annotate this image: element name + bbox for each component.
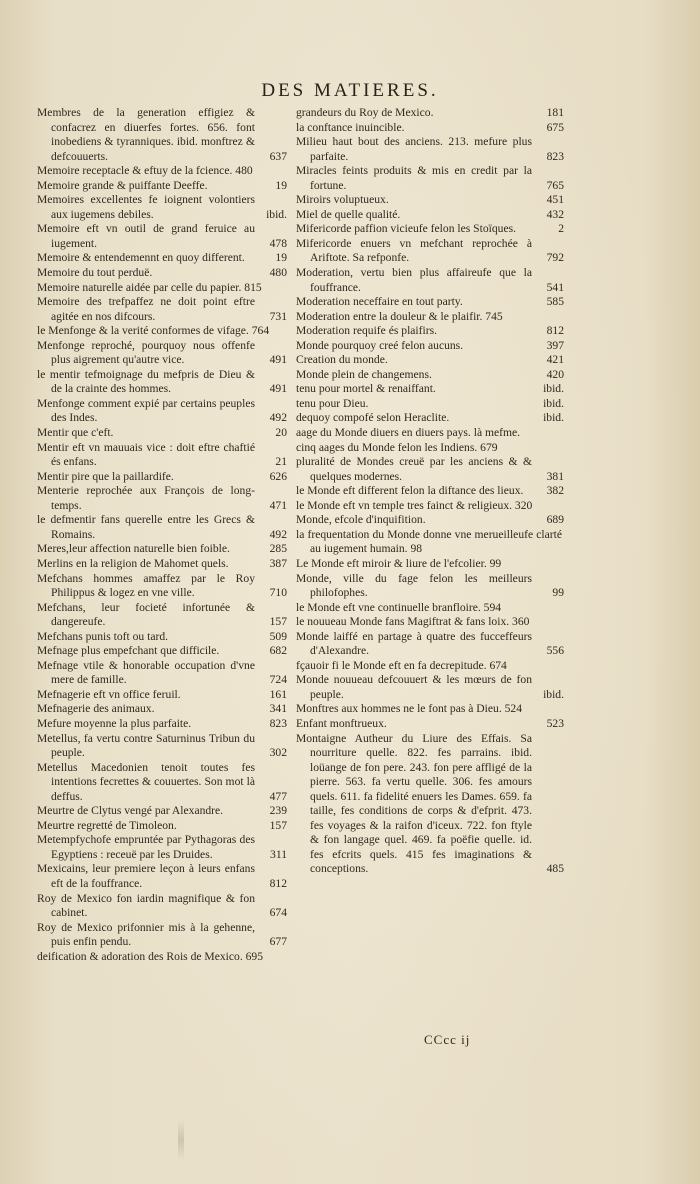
index-entry-text: le Monde eft different felon la diftance des lieux. xyxy=(296,484,524,498)
index-entry xyxy=(37,630,287,645)
index-entry-page: 585 xyxy=(546,295,564,309)
index-entry xyxy=(296,208,564,223)
index-entry xyxy=(37,819,287,834)
index-entry-text: le nouueau Monde fans Magiftrat & fans loix. 360 xyxy=(296,615,530,629)
index-entry xyxy=(296,339,564,354)
index-entry xyxy=(296,499,564,514)
index-entry xyxy=(296,717,564,732)
index-entry xyxy=(296,513,564,528)
index-entry-text: Monftres aux hommes ne le font pas à Dieu. 524 xyxy=(296,702,523,716)
index-entry-page: 181 xyxy=(546,106,564,119)
index-entry-page: 99 xyxy=(552,586,564,600)
index-entry-text: Mifericorde enuers vn mefchant reprochée à Ariftote. Sa refponfe. xyxy=(296,236,532,265)
index-entry-page: 675 xyxy=(546,120,564,134)
index-entry-text: Memoire naturelle aidée par celle du papier. 815 xyxy=(37,280,262,294)
index-entry xyxy=(37,164,287,179)
index-entry-text: pluralité de Mondes creuë par les anciens & & quelques modernes. xyxy=(296,455,532,483)
index-entry xyxy=(37,251,287,266)
index-entry-text: Memoire eft vn outil de grand feruice au iugement. xyxy=(37,222,255,250)
index-entry-text: Creation du monde. xyxy=(296,353,388,367)
index-entry-text: Meurtre de Clytus vengé par Alexandre. xyxy=(37,804,224,818)
index-entry xyxy=(296,353,564,368)
index-entry-text: Menfonge reproché, pourquoy nous offenfe plus aigrement qu'autre vice. xyxy=(37,338,255,367)
index-entry xyxy=(37,542,287,557)
index-entry-text: la conftance inuincible. xyxy=(296,120,405,134)
index-entry-page: 21 xyxy=(275,455,287,469)
index-entry-text: Mefnage plus empefchant que difficile. xyxy=(37,644,220,658)
index-entry-text: Mexicains, leur premiere leçon à leurs enfans eft de la fouffrance. xyxy=(37,862,255,890)
index-entry-page: ibid. xyxy=(543,396,564,410)
index-entry-page: 341 xyxy=(269,702,287,716)
index-entry-page: 556 xyxy=(546,644,564,658)
page-header: DES MATIERES. xyxy=(261,80,439,101)
index-entry-page: ibid. xyxy=(543,411,564,425)
index-entry xyxy=(37,921,287,950)
index-entry xyxy=(296,557,564,572)
index-entry-page: 382 xyxy=(546,484,564,498)
index-entry-text: Memoire du tout perduë. xyxy=(37,266,153,280)
index-entry-page: 674 xyxy=(269,906,287,920)
index-entry xyxy=(37,426,287,441)
index-entry xyxy=(296,411,564,426)
index-entry-page: 792 xyxy=(546,251,564,265)
index-entry xyxy=(37,892,287,921)
index-entry-text: fçauoir fi le Monde eft en fa decrepitude. 674 xyxy=(296,658,507,672)
index-entry xyxy=(296,121,564,136)
index-entry xyxy=(37,106,287,164)
index-entry xyxy=(296,324,564,339)
index-entry-page: 387 xyxy=(269,556,287,570)
index-entry-page: 285 xyxy=(269,542,287,556)
index-entry xyxy=(37,572,287,601)
index-entry-text: Monde plein de changemens. xyxy=(296,367,432,381)
index-entry-page: 765 xyxy=(546,178,564,192)
index-entry xyxy=(37,761,287,805)
index-column-left xyxy=(37,106,287,964)
index-entry-text: Moderation requife és plaifirs. xyxy=(296,324,438,338)
index-entry-text: Monde, efcole d'inquifition. xyxy=(296,513,426,527)
index-entry-page: 626 xyxy=(269,469,287,483)
index-entry xyxy=(296,659,564,674)
index-entry-page: 381 xyxy=(546,469,564,483)
index-entry-page: 420 xyxy=(546,367,564,381)
index-entry-page: 311 xyxy=(270,847,287,861)
index-entry-text: cinq aages du Monde felon les Indiens. 679 xyxy=(296,440,498,454)
index-entry xyxy=(296,484,564,499)
index-entry-text: Mefchans, leur focieté infortunée & dangereufe. xyxy=(37,600,255,629)
index-entry xyxy=(296,310,564,325)
index-entry-page: 432 xyxy=(546,207,564,221)
index-entry-text: Miracles feints produits & mis en credit par la fortune. xyxy=(296,164,532,192)
index-entry-page: 19 xyxy=(275,178,287,192)
index-entry xyxy=(296,106,564,121)
index-entry-page: 239 xyxy=(269,804,287,818)
index-entry-page: 731 xyxy=(269,309,287,323)
index-entry xyxy=(37,732,287,761)
index-column-right xyxy=(296,106,564,877)
index-entry-text: Mefchans punis toft ou tard. xyxy=(37,629,169,643)
index-entry-text: Moderation neceffaire en tout party. xyxy=(296,295,463,309)
index-entry-text: le Monde eft vne continuelle branfloire. 594 xyxy=(296,600,502,614)
index-entry-page: 491 xyxy=(269,382,287,396)
index-entry-page: 689 xyxy=(546,513,564,527)
index-entry xyxy=(37,644,287,659)
index-entry-page: 682 xyxy=(269,644,287,658)
index-entry-text: tenu pour Dieu. xyxy=(296,396,369,410)
index-entry xyxy=(296,673,564,702)
index-entry-page: 157 xyxy=(269,818,287,832)
index-entry-text: Mifericorde paffion vicieufe felon les Stoïques. xyxy=(296,222,516,236)
index-entry-page: 637 xyxy=(269,149,287,163)
paper-crease xyxy=(178,1120,184,1160)
index-entry-text: Membres de la generation effigiez & confacrez en diuerfes fortes. 656. font inobediens & tyranniques. ibid. monftrez & defcouuerts. xyxy=(37,106,255,163)
index-entry-page: 509 xyxy=(269,629,287,643)
index-entry xyxy=(37,862,287,891)
index-entry xyxy=(296,382,564,397)
index-entry xyxy=(296,164,564,193)
index-entry xyxy=(37,441,287,470)
index-entry-text: Mefure moyenne la plus parfaite. xyxy=(37,716,192,730)
index-entry xyxy=(296,572,564,601)
index-entry-page: ibid. xyxy=(266,207,287,221)
index-entry xyxy=(37,513,287,542)
index-entry xyxy=(296,135,564,164)
index-entry-text: Miroirs voluptueux. xyxy=(296,193,389,207)
index-entry-text: Metempfychofe empruntée par Pythagoras des Egyptiens : receuë par les Druides. xyxy=(37,833,255,861)
index-entry xyxy=(296,368,564,383)
index-entry-text: Monde laiffé en partage à quatre des fucceffeurs d'Alexandre. xyxy=(296,629,532,658)
index-entry xyxy=(296,615,564,630)
index-entry-text: Montaigne Autheur du Liure des Effais. Sa nourriture quelle. 822. fes parrains. ibid. loüange de fon pere. 243. fon pere affligé de la pierre. 563. fa vertu quelle. 306. fes amours quels. 611. fa fidelité enuers les Dames. 659. fa taille, fes conditions de corps & d'efprit. 473. fes voyages & la raifon d'iceux. 722. fon ftyle & fon langage quel. 469. fa poëfie quelle. id. fes efcrits quels. 415 fes imaginations & conceptions. xyxy=(296,731,532,876)
index-entry xyxy=(37,179,287,194)
index-entry xyxy=(37,717,287,732)
index-entry-page: 480 xyxy=(269,266,287,280)
index-entry-text: Enfant monftrueux. xyxy=(296,716,387,730)
index-entry xyxy=(37,659,287,688)
index-entry-page: 541 xyxy=(546,280,564,294)
index-entry-page: 302 xyxy=(269,746,287,760)
index-entry xyxy=(296,441,564,456)
index-entry-page: 477 xyxy=(269,789,287,803)
index-entry-text: Meurtre regretté de Timoleon. xyxy=(37,818,177,832)
index-entry-text: Memoire receptacle & eftuy de la fcience. 480 xyxy=(37,164,253,178)
index-entry-page: 19 xyxy=(275,251,287,265)
index-entry-text: dequoy compofé selon Heraclite. xyxy=(296,411,450,425)
signature-mark: CCcc ij xyxy=(424,1032,471,1047)
index-entry-text: Meres,leur affection naturelle bien foible. xyxy=(37,542,230,556)
index-entry-page: 812 xyxy=(269,876,287,890)
index-entry xyxy=(37,804,287,819)
index-entry-text: Memoire grande & puiffante Deeffe. xyxy=(37,178,208,192)
index-entry-page: 812 xyxy=(546,324,564,338)
index-entry-text: Memoire & entendemennt en quoy different. xyxy=(37,251,245,265)
index-entry-text: Mefnagerie des animaux. xyxy=(37,702,155,716)
index-entry xyxy=(296,630,564,659)
index-entry-text: Memoire des trefpaffez ne doit point eftre agitée en nos difcours. xyxy=(37,295,255,323)
index-entry-page: 492 xyxy=(269,527,287,541)
index-entry-text: Mefnage vtile & honorable occupation d'vne mere de famille. xyxy=(37,658,255,687)
index-entry-text: aage du Monde diuers en diuers pays. là mefme. xyxy=(296,426,521,440)
index-entry xyxy=(296,266,564,295)
index-entry-page: ibid. xyxy=(543,382,564,396)
index-entry-text: Metellus Macedonien tenoit toutes fes intentions fecrettes & couuertes. Son mot là deffus. xyxy=(37,760,255,803)
index-entry-text: Mefchans hommes amaffez par le Roy Philippus & logez en vne ville. xyxy=(37,571,255,600)
index-entry-text: Roy de Mexico fon iardin magnifique & fon cabinet. xyxy=(37,891,255,920)
index-entry-page: 492 xyxy=(269,411,287,425)
index-entry xyxy=(296,601,564,616)
index-entry xyxy=(296,732,564,877)
index-entry-text: Memoires excellentes fe ioignent volontiers aux iugemens debiles. xyxy=(37,193,255,221)
index-entry xyxy=(37,833,287,862)
index-entry-text: Monde pourquoy creé felon aucuns. xyxy=(296,338,464,352)
index-entry-text: tenu pour mortel & renaiffant. xyxy=(296,382,436,396)
index-entry-text: le mentir tefmoignage du mefpris de Dieu & de la crainte des hommes. xyxy=(37,367,255,396)
index-entry-text: Merlins en la religion de Mahomet quels. xyxy=(37,556,229,570)
index-entry-text: le Monde eft vn temple tres fainct & religieux. 320 xyxy=(296,498,533,512)
index-entry-text: Menterie reprochée aux François de long-temps. xyxy=(37,484,255,512)
index-entry xyxy=(296,222,564,237)
index-entry-text: Moderation, vertu bien plus affaireufe que la fouffrance. xyxy=(296,266,532,294)
index-entry xyxy=(37,484,287,513)
index-entry-text: Mentir pire que la paillardife. xyxy=(37,469,174,483)
index-entry-text: Mentir eft vn mauuais vice : doit eftre chaftié és enfans. xyxy=(37,440,255,469)
index-entry xyxy=(37,281,287,296)
index-entry-text: Roy de Mexico prifonnier mis à la gehenne, puis enfin pendu. xyxy=(37,920,255,949)
index-entry xyxy=(296,702,564,717)
index-entry xyxy=(296,397,564,412)
index-entry xyxy=(37,397,287,426)
index-entry xyxy=(296,295,564,310)
index-entry-page: 491 xyxy=(269,353,287,367)
index-entry-page: 823 xyxy=(546,149,564,163)
index-entry xyxy=(296,455,564,484)
index-entry-text: Monde, ville du fage felon les meilleurs philofophes. xyxy=(296,571,532,600)
index-entry-page: 485 xyxy=(546,862,564,876)
index-entry xyxy=(37,193,287,222)
index-entry xyxy=(296,193,564,208)
index-entry xyxy=(296,426,564,441)
index-entry-text: Mentir que c'eft. xyxy=(37,426,114,440)
index-entry xyxy=(37,702,287,717)
index-entry xyxy=(37,688,287,703)
index-entry xyxy=(37,557,287,572)
index-entry xyxy=(37,339,287,368)
index-entry-text: Mefnagerie eft vn office feruil. xyxy=(37,687,181,701)
index-entry-text: deification & adoration des Rois de Mexico. 695 xyxy=(37,949,264,963)
index-entry-page: 20 xyxy=(275,426,287,440)
index-entry xyxy=(296,528,564,557)
index-entry-text: le defmentir fans querelle entre les Grecs & Romains. xyxy=(37,513,255,541)
index-entry xyxy=(37,266,287,281)
index-entry-page: 161 xyxy=(269,687,287,701)
index-entry-page: 421 xyxy=(546,353,564,367)
index-entry-page: ibid. xyxy=(543,687,564,701)
index-entry-page: 710 xyxy=(269,586,287,600)
index-entry xyxy=(37,950,287,965)
index-entry-page: 478 xyxy=(269,236,287,250)
index-entry-page: 523 xyxy=(546,716,564,730)
index-entry xyxy=(296,237,564,266)
index-entry xyxy=(37,222,287,251)
index-entry-text: Monde nouueau defcouuert & les mœurs de fon peuple. xyxy=(296,673,532,701)
index-entry-page: 724 xyxy=(269,673,287,687)
index-entry xyxy=(37,295,287,324)
index-entry-page: 823 xyxy=(269,716,287,730)
index-entry-page: 157 xyxy=(269,615,287,629)
index-entry-text: le Menfonge & la verité conformes de vifage. 764 xyxy=(37,324,270,338)
index-entry xyxy=(37,470,287,485)
index-entry-text: grandeurs du Roy de Mexico. xyxy=(296,106,434,119)
index-entry-text: Metellus, fa vertu contre Saturninus Tribun du peuple. xyxy=(37,731,255,760)
index-entry-text: Milieu haut bout des anciens. 213. mefure plus parfaite. xyxy=(296,135,532,163)
index-entry-page: 677 xyxy=(269,935,287,949)
index-entry-text: Miel de quelle qualité. xyxy=(296,207,401,221)
index-entry xyxy=(37,324,287,339)
index-entry xyxy=(37,368,287,397)
index-entry-page: 471 xyxy=(269,498,287,512)
index-entry-text: Menfonge comment expié par certains peuples des Indes. xyxy=(37,396,255,425)
index-entry-page: 2 xyxy=(558,222,564,236)
index-entry xyxy=(37,601,287,630)
index-entry-text: la frequentation du Monde donne vne merueilleufe clarté au iugement humain. 98 xyxy=(296,527,562,556)
index-entry-page: 397 xyxy=(546,338,564,352)
index-entry-page: 451 xyxy=(546,193,564,207)
index-entry-text: Moderation entre la douleur & le plaifir. 745 xyxy=(296,309,503,323)
index-entry-text: Le Monde eft miroir & liure de l'efcolier. 99 xyxy=(296,556,502,570)
